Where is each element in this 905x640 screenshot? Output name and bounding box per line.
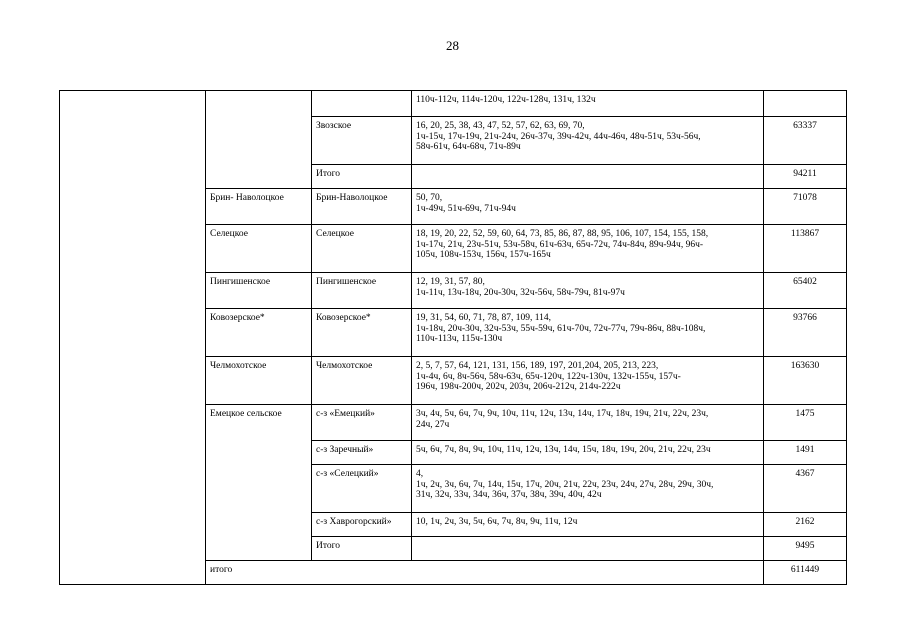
district-cell [206,91,312,189]
quarters-cell [412,165,764,189]
area-cell: 63337 [764,117,847,165]
forestry-cell: Брин-Наволоцкое [312,189,412,225]
forestry-cell: Звозское [312,117,412,165]
quarters-cell: 3ч, 4ч, 5ч, 6ч, 7ч, 9ч, 10ч, 11ч, 12ч, 13ч, 14ч, 17ч, 18ч, 19ч, 21ч, 22ч, 23ч, 24ч, 27ч [412,405,764,441]
area-cell: 4367 [764,465,847,513]
district-cell: Челмохотское [206,357,312,405]
area-cell [764,91,847,117]
quarters-cell: 50, 70, 1ч-49ч, 51ч-69ч, 71ч-94ч [412,189,764,225]
grand-total-area: 611449 [764,561,847,585]
quarters-cell: 4, 1ч, 2ч, 3ч, 6ч, 7ч, 14ч, 15ч, 17ч, 20ч, 21ч, 22ч, 23ч, 24ч, 27ч, 28ч, 29ч, 30ч, 31ч, 32ч, 33ч, 34ч, 36ч, 37ч, 38ч, 39ч, 40ч, 42ч [412,465,764,513]
forestry-cell: Селецкое [312,225,412,273]
district-cell: Пингишенское [206,273,312,309]
page-number: 28 [446,38,459,53]
forestry-cell: с-з «Селецкий» [312,465,412,513]
forestry-cell [312,91,412,117]
quarters-cell: 12, 19, 31, 57, 80, 1ч-11ч, 13ч-18ч, 20ч-30ч, 32ч-56ч, 58ч-79ч, 81ч-97ч [412,273,764,309]
area-cell: 1491 [764,441,847,465]
quarters-cell: 110ч-112ч, 114ч-120ч, 122ч-128ч, 131ч, 132ч [412,91,764,117]
quarters-cell: 16, 20, 25, 38, 43, 47, 52, 57, 62, 63, 69, 70, 1ч-15ч, 17ч-19ч, 21ч-24ч, 26ч-37ч, 39ч-42ч, 44ч-46ч, 48ч-51ч, 53ч-56ч, 58ч-61ч, 64ч-68ч, 71ч-89ч [412,117,764,165]
forestry-cell: Ковозерское* [312,309,412,357]
forest-quarters-table [59,90,847,585]
forestry-cell: с-з Заречный» [312,441,412,465]
area-cell: 9495 [764,537,847,561]
forestry-cell: Пингишенское [312,273,412,309]
forestry-cell: Итого [312,165,412,189]
area-cell: 113867 [764,225,847,273]
forestry-cell: с-з «Емецкий» [312,405,412,441]
district-cell: Брин- Наволоцкое [206,189,312,225]
quarters-cell: 10, 1ч, 2ч, 3ч, 5ч, 6ч, 7ч, 8ч, 9ч, 11ч, 12ч [412,513,764,537]
forestry-cell: с-з Хаврогорский» [312,513,412,537]
area-cell: 93766 [764,309,847,357]
area-cell: 1475 [764,405,847,441]
table-row [60,91,847,117]
region-cell [60,91,206,585]
quarters-cell: 18, 19, 20, 22, 52, 59, 60, 64, 73, 85, 86, 87, 88, 95, 106, 107, 154, 155, 158, 1ч-17ч, 21ч, 23ч-51ч, 53ч-58ч, 61ч-63ч, 65ч-72ч, 74ч-84ч, 89ч-94ч, 96ч- 105ч, 108ч-153ч, 156ч, 157ч-165ч [412,225,764,273]
forestry-cell: Челмохотское [312,357,412,405]
area-cell: 2162 [764,513,847,537]
quarters-cell [412,537,764,561]
quarters-cell: 19, 31, 54, 60, 71, 78, 87, 109, 114, 1ч-18ч, 20ч-30ч, 32ч-53ч, 55ч-59ч, 61ч-70ч, 72ч-77ч, 79ч-86ч, 88ч-108ч, 110ч-113ч, 115ч-130ч [412,309,764,357]
district-cell: Ковозерское* [206,309,312,357]
quarters-cell: 5ч, 6ч, 7ч, 8ч, 9ч, 10ч, 11ч, 12ч, 13ч, 14ч, 15ч, 18ч, 19ч, 20ч, 21ч, 22ч, 23ч [412,441,764,465]
area-cell: 71078 [764,189,847,225]
area-cell: 65402 [764,273,847,309]
area-cell: 163630 [764,357,847,405]
grand-total-label: итого [206,561,764,585]
forestry-cell: Итого [312,537,412,561]
district-cell: Емецкое сельское [206,405,312,561]
quarters-cell: 2, 5, 7, 57, 64, 121, 131, 156, 189, 197, 201,204, 205, 213, 223, 1ч-4ч, 6ч, 8ч-56ч, 58ч-63ч, 65ч-120ч, 122ч-130ч, 132ч-155ч, 157ч- 196ч, 198ч-200ч, 202ч, 203ч, 206ч-212ч, 214ч-222ч [412,357,764,405]
area-cell: 94211 [764,165,847,189]
district-cell: Селецкое [206,225,312,273]
